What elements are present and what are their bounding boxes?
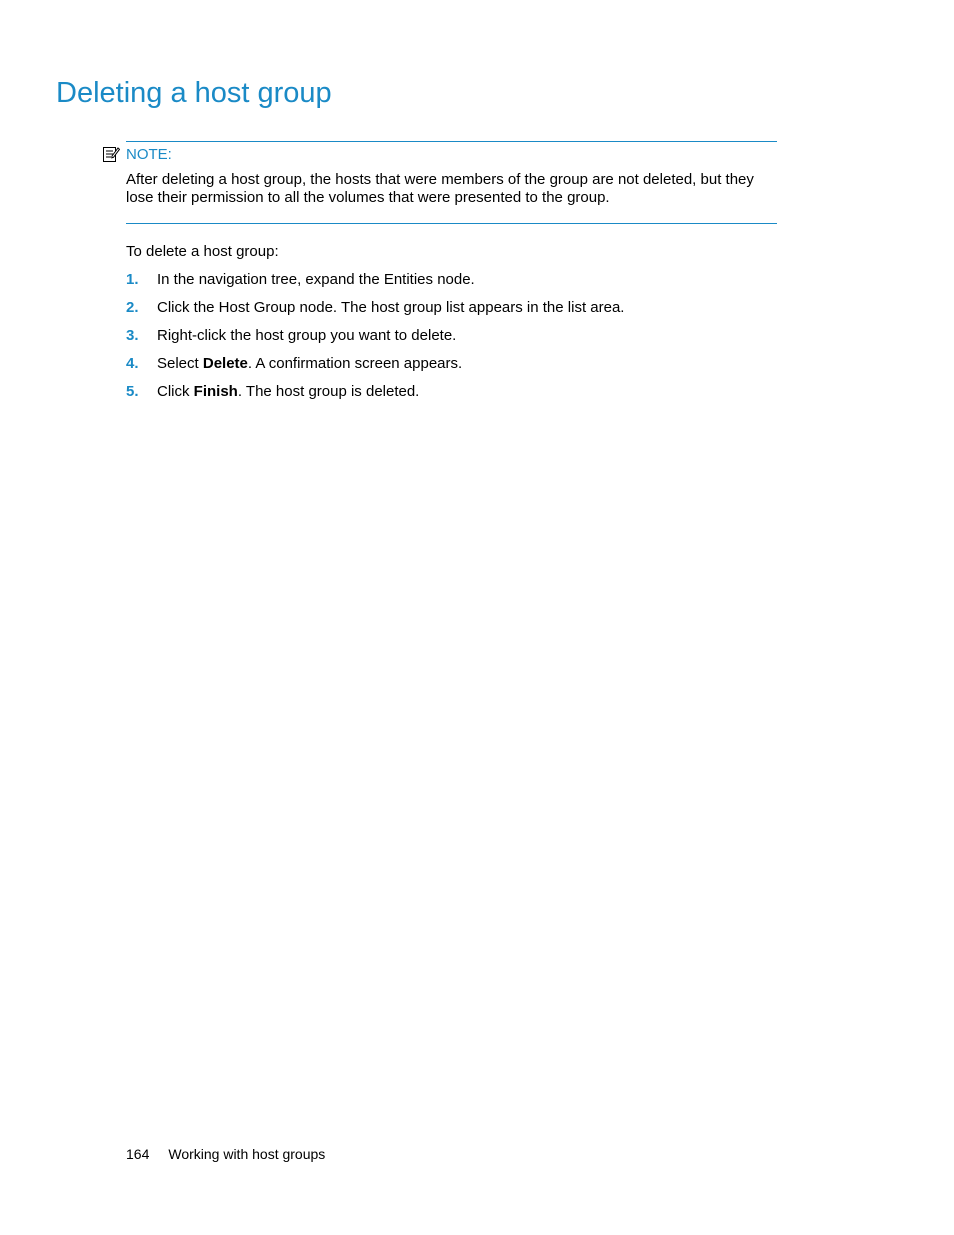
step-text xyxy=(157,299,624,317)
note-label: NOTE: xyxy=(126,146,172,163)
footer-section-title: Working with host groups xyxy=(168,1146,326,1162)
step-ui-term: Finish xyxy=(193,383,238,400)
step-text xyxy=(157,271,475,289)
step-number: 3. xyxy=(126,327,139,344)
step-text-part: In the navigation tree, expand the Entities node. xyxy=(157,271,475,288)
step-text xyxy=(157,327,456,345)
step-text-part: Select xyxy=(157,355,203,372)
note-text: After deleting a host group, the hosts that were members of the group are not deleted, but they lose their permission to all the volumes that were presented to the group. xyxy=(126,171,754,206)
page-title: Deleting a host group xyxy=(56,77,332,109)
step-text xyxy=(157,383,419,401)
page-number: 164 xyxy=(126,1146,150,1162)
step-number: 2. xyxy=(126,299,139,316)
step-text-part: Click the Host Group node. The host group list appears in the list area. xyxy=(157,299,625,316)
step-number: 4. xyxy=(126,355,139,372)
note-box xyxy=(126,141,777,224)
procedure-intro: To delete a host group: xyxy=(126,243,279,260)
page-footer xyxy=(126,1145,325,1163)
step-text-part: Right-click the host group you want to delete. xyxy=(157,327,457,344)
note-icon xyxy=(102,145,120,163)
step-number: 1. xyxy=(126,271,139,288)
step-text-part: Click xyxy=(157,383,194,400)
step-text xyxy=(157,355,462,373)
step-text-part: . A confirmation screen appears. xyxy=(247,355,463,372)
step-text-part: . The host group is deleted. xyxy=(237,383,420,400)
step-number: 5. xyxy=(126,383,139,400)
step-ui-term: Delete xyxy=(202,355,248,372)
